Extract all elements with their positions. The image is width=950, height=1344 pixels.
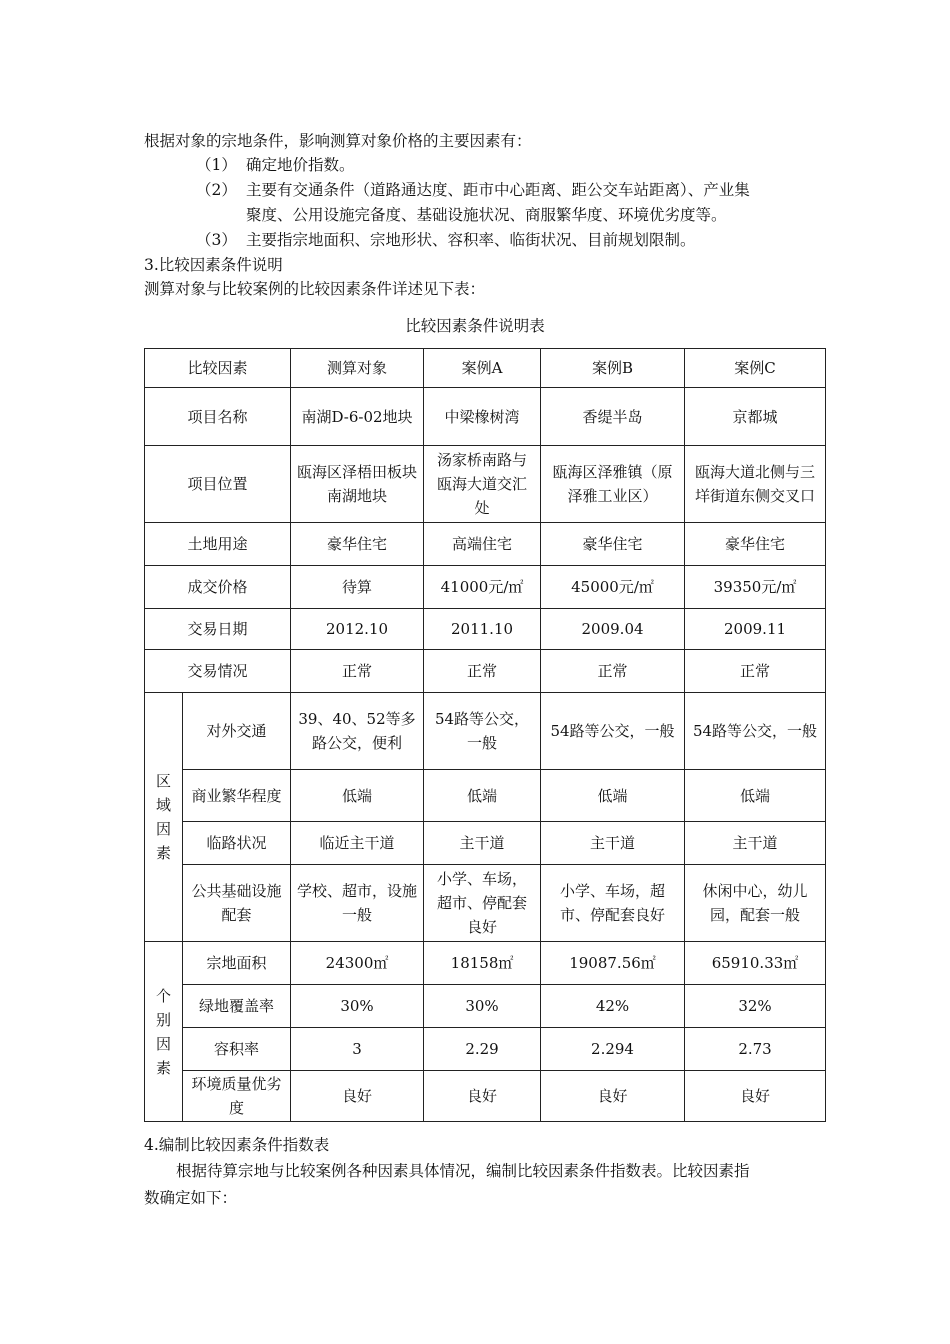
list-item-text: 确定地价指数。 bbox=[246, 156, 355, 174]
table-row bbox=[145, 1028, 826, 1071]
table-cell: 正常 bbox=[291, 650, 424, 693]
table-cell: 2011.10 bbox=[424, 609, 541, 650]
row-label: 宗地面积 bbox=[183, 942, 291, 985]
row-label: 商业繁华程度 bbox=[183, 770, 291, 822]
table-cell: 2009.04 bbox=[541, 609, 685, 650]
table-cell: 低端 bbox=[685, 770, 826, 822]
table-row bbox=[145, 388, 826, 446]
table-cell: 瓯海区泽梧田板块南湖地块 bbox=[291, 446, 424, 523]
header-cell: 案例A bbox=[424, 349, 541, 388]
table-row bbox=[145, 693, 826, 770]
list-item-text: 主要指宗地面积、宗地形状、容积率、临街状况、目前规划限制。 bbox=[246, 231, 696, 249]
group-label-individual-factors: 个 别 因 素 bbox=[145, 942, 183, 1122]
table-cell: 3 bbox=[291, 1028, 424, 1071]
table-cell: 2012.10 bbox=[291, 609, 424, 650]
table-cell: 学校、超市，设施一般 bbox=[291, 865, 424, 942]
table-cell: 汤家桥南路与瓯海大道交汇处 bbox=[424, 446, 541, 523]
table-cell: 豪华住宅 bbox=[291, 523, 424, 566]
table-cell: 豪华住宅 bbox=[685, 523, 826, 566]
table-cell: 主干道 bbox=[685, 822, 826, 865]
table-cell: 54路等公交，一般 bbox=[541, 693, 685, 770]
section-heading: 3.比较因素条件说明 bbox=[144, 256, 283, 274]
table-cell: 39、40、52等多路公交，便利 bbox=[291, 693, 424, 770]
table-cell: 良好 bbox=[424, 1071, 541, 1122]
table-cell: 高端住宅 bbox=[424, 523, 541, 566]
list-number: （3） bbox=[196, 231, 237, 249]
table-cell: 54路等公交，一般 bbox=[424, 693, 541, 770]
table-cell: 18158㎡ bbox=[424, 942, 541, 985]
table-cell: 19087.56㎡ bbox=[541, 942, 685, 985]
table-cell: 中梁橡树湾 bbox=[424, 388, 541, 446]
intro-line: 根据对象的宗地条件，影响测算对象价格的主要因素有： bbox=[144, 132, 532, 150]
table-cell: 低端 bbox=[291, 770, 424, 822]
table-cell: 2.29 bbox=[424, 1028, 541, 1071]
table-cell: 54路等公交，一般 bbox=[685, 693, 826, 770]
table-cell: 正常 bbox=[685, 650, 826, 693]
table-cell: 39350元/㎡ bbox=[685, 566, 826, 609]
table-cell: 良好 bbox=[685, 1071, 826, 1122]
table-row bbox=[145, 446, 826, 523]
list-item-text-continued: 聚度、公用设施完备度、基础设施状况、商服繁华度、环境优劣度等。 bbox=[246, 206, 727, 224]
table-cell: 良好 bbox=[291, 1071, 424, 1122]
table-cell: 小学、车场，超市、停配套良好 bbox=[424, 865, 541, 942]
table-cell: 65910.33㎡ bbox=[685, 942, 826, 985]
header-cell: 案例C bbox=[685, 349, 826, 388]
table-cell: 42% bbox=[541, 985, 685, 1028]
row-label: 绿地覆盖率 bbox=[183, 985, 291, 1028]
table-cell: 正常 bbox=[541, 650, 685, 693]
table-cell: 豪华住宅 bbox=[541, 523, 685, 566]
table-cell: 香缇半岛 bbox=[541, 388, 685, 446]
list-number: （1） bbox=[196, 156, 237, 174]
list-item-text: 主要有交通条件（道路通达度、距市中心距离、距公交车站距离）、产业集 bbox=[246, 181, 750, 199]
table-row bbox=[145, 1071, 826, 1122]
table-cell: 小学、车场，超市、停配套良好 bbox=[541, 865, 685, 942]
table-cell: 30% bbox=[291, 985, 424, 1028]
row-label: 土地用途 bbox=[145, 523, 291, 566]
table-cell: 低端 bbox=[424, 770, 541, 822]
table-cell: 待算 bbox=[291, 566, 424, 609]
table-cell: 41000元/㎡ bbox=[424, 566, 541, 609]
table-cell: 京都城 bbox=[685, 388, 826, 446]
table-cell: 30% bbox=[424, 985, 541, 1028]
table-cell: 低端 bbox=[541, 770, 685, 822]
table-cell: 32% bbox=[685, 985, 826, 1028]
list-number: （2） bbox=[196, 181, 237, 199]
group-label-regional-factors: 区 域 因 素 bbox=[145, 693, 183, 942]
table-row bbox=[145, 770, 826, 822]
table-cell: 良好 bbox=[541, 1071, 685, 1122]
paragraph-line: 数确定如下： bbox=[144, 1189, 238, 1207]
table-row bbox=[145, 985, 826, 1028]
table-cell: 临近主干道 bbox=[291, 822, 424, 865]
row-label: 公共基础设施配套 bbox=[183, 865, 291, 942]
row-label: 交易情况 bbox=[145, 650, 291, 693]
paragraph-line: 根据待算宗地与比较案例各种因素具体情况，编制比较因素条件指数表。比较因素指 bbox=[176, 1162, 750, 1180]
table-cell: 主干道 bbox=[424, 822, 541, 865]
row-label: 项目位置 bbox=[145, 446, 291, 523]
section-heading: 4.编制比较因素条件指数表 bbox=[144, 1136, 330, 1154]
table-header-row bbox=[145, 349, 826, 388]
table-cell: 南湖D-6-02地块 bbox=[291, 388, 424, 446]
table-cell: 瓯海区泽雅镇（原泽雅工业区） bbox=[541, 446, 685, 523]
table-row bbox=[145, 609, 826, 650]
table-cell: 24300㎡ bbox=[291, 942, 424, 985]
table-cell: 2009.11 bbox=[685, 609, 826, 650]
table-row bbox=[145, 942, 826, 985]
table-row bbox=[145, 865, 826, 942]
table-cell: 2.294 bbox=[541, 1028, 685, 1071]
row-label: 对外交通 bbox=[183, 693, 291, 770]
header-cell: 测算对象 bbox=[291, 349, 424, 388]
row-label: 环境质量优劣度 bbox=[183, 1071, 291, 1122]
row-label: 临路状况 bbox=[183, 822, 291, 865]
table-cell: 主干道 bbox=[541, 822, 685, 865]
table-row bbox=[145, 566, 826, 609]
table-cell: 正常 bbox=[424, 650, 541, 693]
table-row bbox=[145, 822, 826, 865]
table-row bbox=[145, 650, 826, 693]
table-cell: 休闲中心，幼儿园，配套一般 bbox=[685, 865, 826, 942]
row-label: 容积率 bbox=[183, 1028, 291, 1071]
header-cell: 比较因素 bbox=[145, 349, 291, 388]
header-cell: 案例B bbox=[541, 349, 685, 388]
table-cell: 瓯海大道北侧与三垟街道东侧交叉口 bbox=[685, 446, 826, 523]
table-cell: 2.73 bbox=[685, 1028, 826, 1071]
table-caption: 比较因素条件说明表 bbox=[405, 317, 545, 335]
table-cell: 45000元/㎡ bbox=[541, 566, 685, 609]
section-description: 测算对象与比较案例的比较因素条件详述见下表： bbox=[144, 280, 486, 298]
comparison-table bbox=[144, 348, 826, 1122]
row-label: 项目名称 bbox=[145, 388, 291, 446]
table-row bbox=[145, 523, 826, 566]
row-label: 交易日期 bbox=[145, 609, 291, 650]
row-label: 成交价格 bbox=[145, 566, 291, 609]
